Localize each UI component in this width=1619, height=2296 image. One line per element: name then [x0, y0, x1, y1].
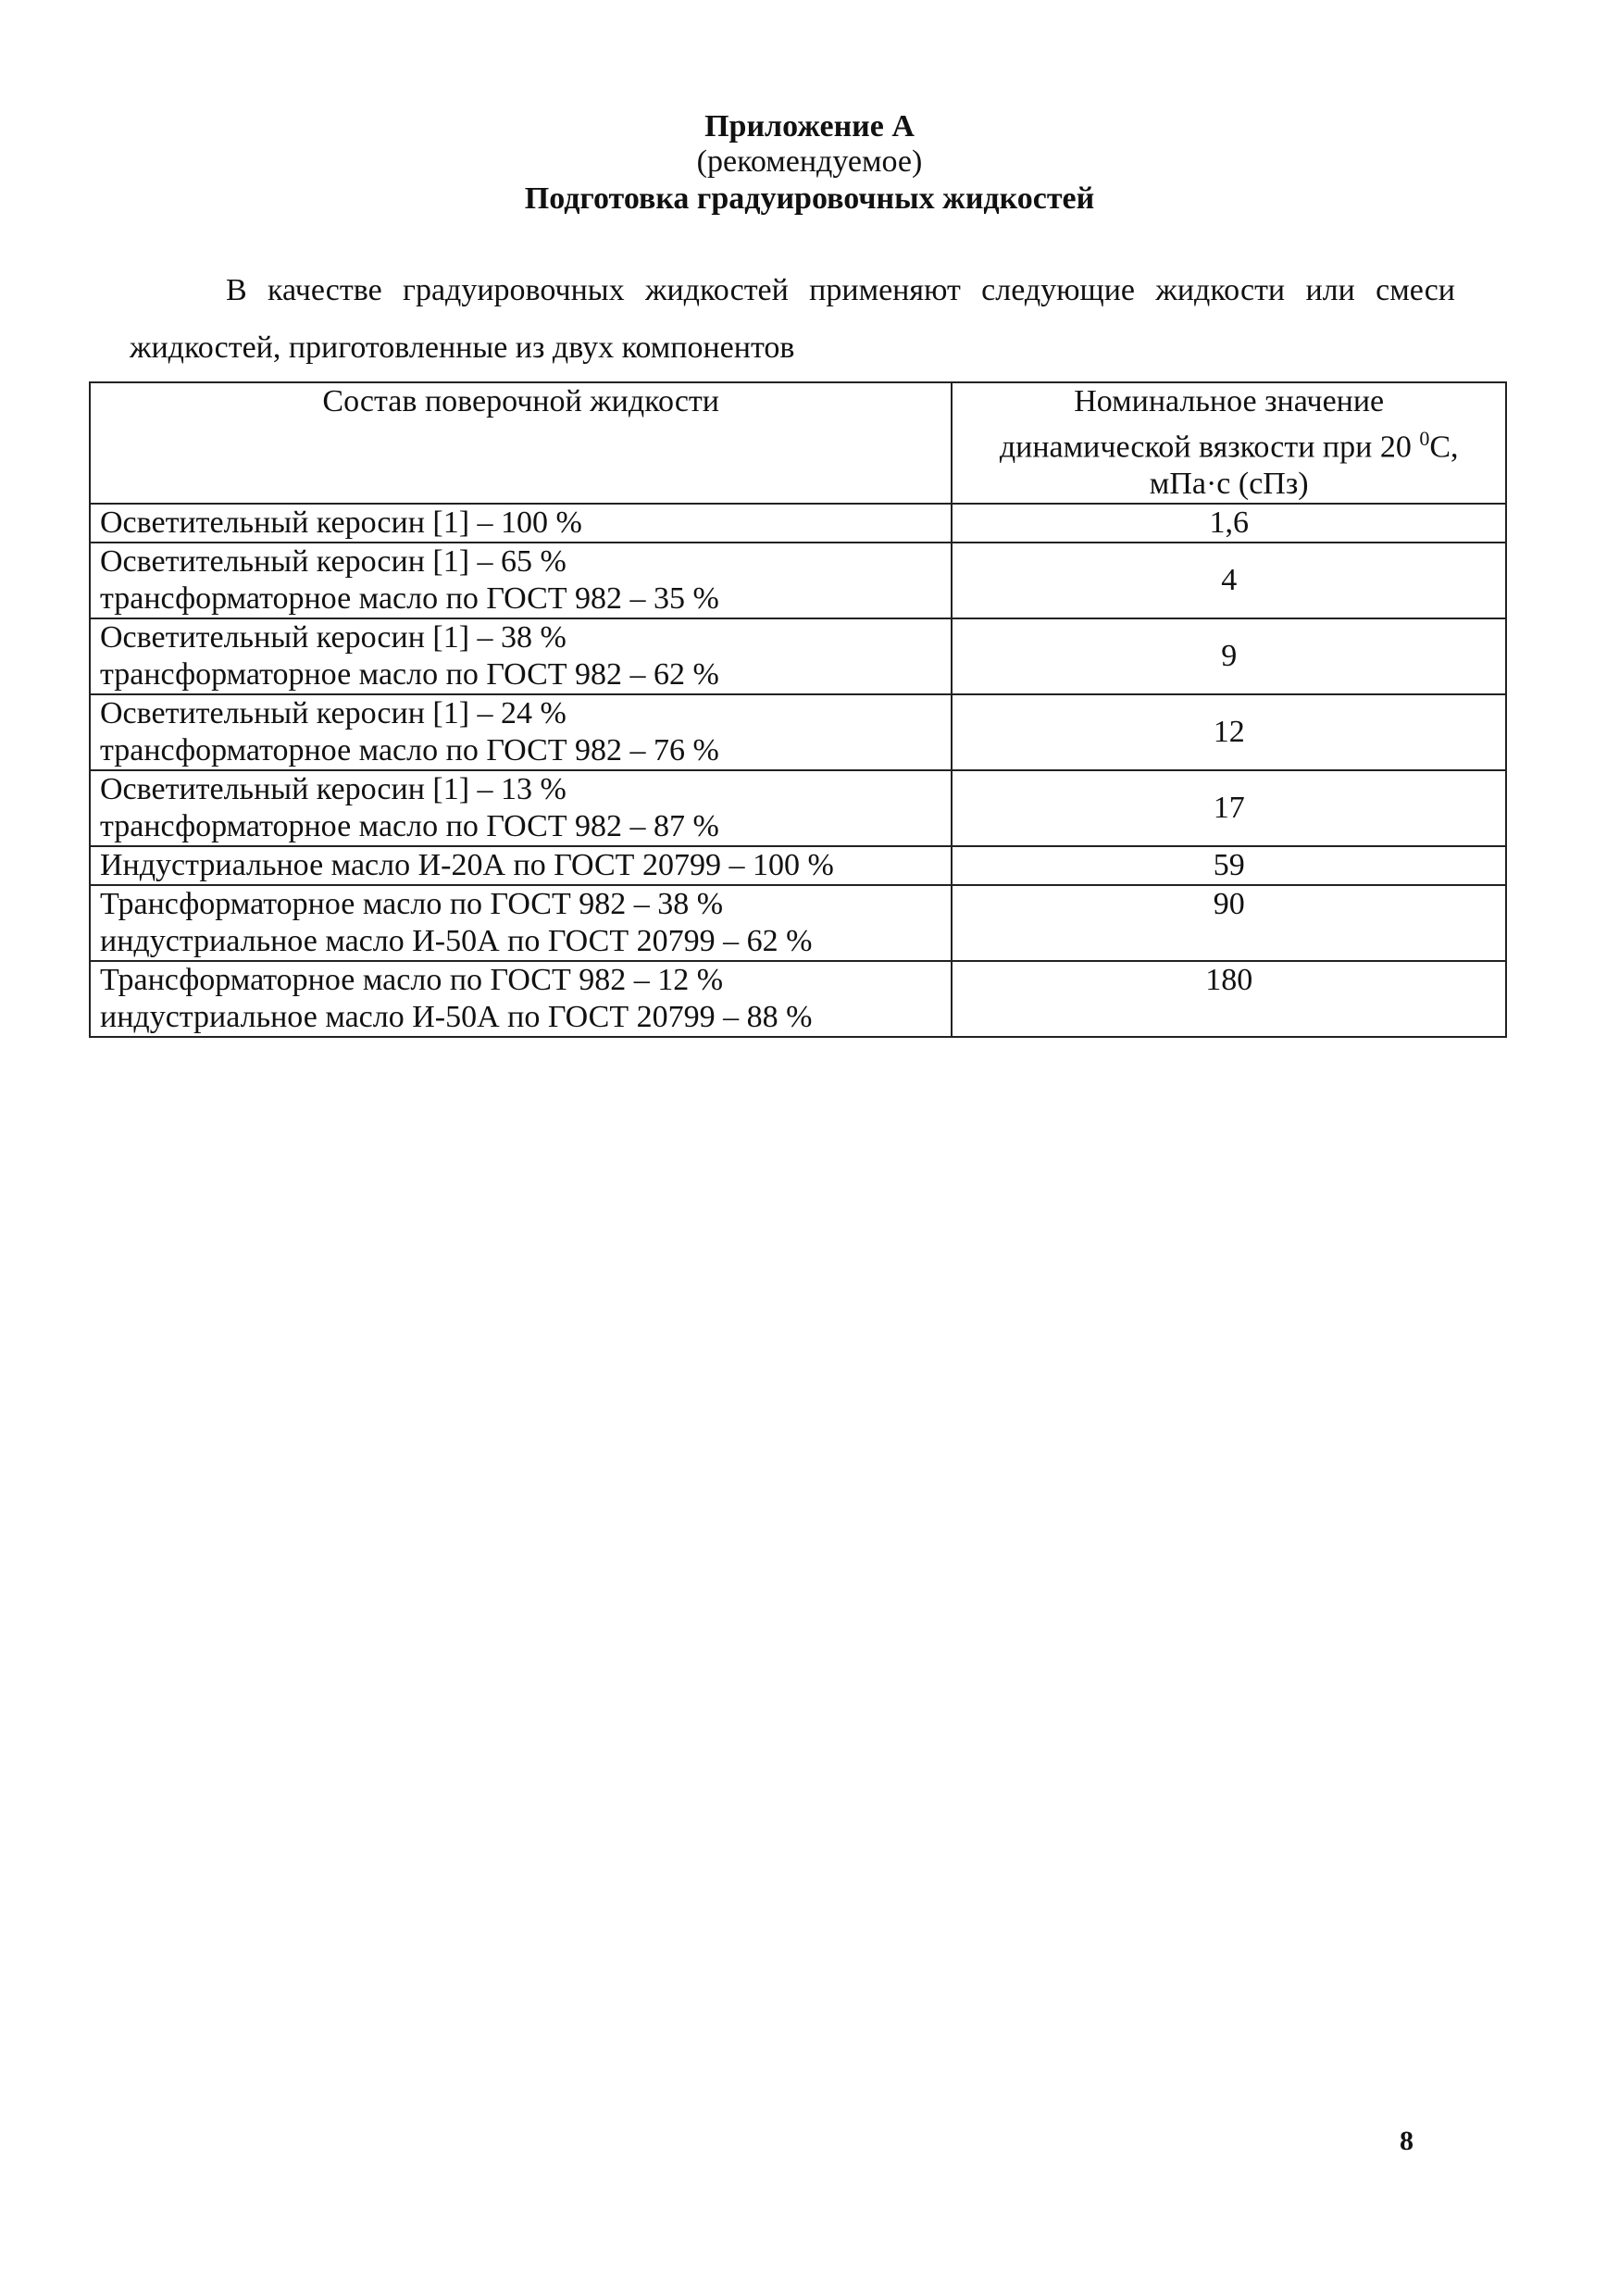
composition-line: индустриальное масло И-50А по ГОСТ 20799 – 88 % — [100, 1000, 813, 1035]
composition-line: Осветительный керосин [1] – 24 % — [100, 696, 567, 731]
header-viscosity-prefix: динамической вязкости при 20 — [999, 430, 1420, 465]
composition-cell — [90, 504, 952, 543]
composition-line: трансформаторное масло по ГОСТ 982 – 35 % — [100, 581, 719, 617]
composition-line: Осветительный керосин [1] – 13 % — [100, 772, 567, 807]
table-row — [90, 543, 1506, 618]
calibration-liquids-table — [89, 381, 1507, 1038]
viscosity-cell: 1,6 — [952, 504, 1506, 543]
table-row — [90, 885, 1506, 961]
viscosity-cell: 17 — [952, 770, 1506, 846]
appendix-title: Приложение А — [704, 109, 915, 144]
composition-cell — [90, 961, 952, 1037]
composition-cell — [90, 543, 952, 618]
viscosity-cell: 12 — [952, 694, 1506, 770]
composition-line: Трансформаторное масло по ГОСТ 982 – 38 % — [100, 887, 724, 922]
degree-mark: 0 — [1419, 427, 1430, 450]
header-viscosity-line2 — [962, 420, 1496, 466]
composition-line: трансформаторное масло по ГОСТ 982 – 76 % — [100, 733, 719, 768]
header-composition: Состав поверочной жидкости — [90, 382, 952, 504]
table-row — [90, 770, 1506, 846]
table-row — [90, 961, 1506, 1037]
viscosity-cell: 90 — [952, 885, 1506, 961]
viscosity-cell: 9 — [952, 618, 1506, 694]
table-row — [90, 504, 1506, 543]
composition-cell — [90, 618, 952, 694]
composition-line: Осветительный керосин [1] – 100 % — [100, 505, 582, 541]
composition-cell — [90, 885, 952, 961]
table-row — [90, 846, 1506, 885]
appendix-heading: Подготовка градуировочных жидкостей — [524, 181, 1095, 216]
viscosity-cell: 180 — [952, 961, 1506, 1037]
table-row — [90, 694, 1506, 770]
header-viscosity — [952, 382, 1506, 504]
header-viscosity-line3: мПа·с (сПз) — [1149, 467, 1309, 502]
viscosity-cell: 4 — [952, 543, 1506, 618]
header-viscosity-unit: С, — [1429, 430, 1459, 465]
composition-line: Осветительный керосин [1] – 38 % — [100, 620, 567, 655]
table-header-row — [90, 382, 1506, 504]
composition-cell — [90, 770, 952, 846]
table-row — [90, 618, 1506, 694]
intro-paragraph: В качестве градуировочных жидкостей применяют следующие жидкости или смеси жидкостей, приготовленные из двух компонентов — [130, 273, 1455, 365]
header-viscosity-line1: Номинальное значение — [1074, 384, 1385, 418]
composition-cell — [90, 694, 952, 770]
composition-line: трансформаторное масло по ГОСТ 982 – 62 % — [100, 657, 719, 693]
composition-cell — [90, 846, 952, 885]
composition-line: Осветительный керосин [1] – 65 % — [100, 544, 567, 580]
page-number: 8 — [1400, 2126, 1414, 2156]
composition-line: Индустриальное масло И-20А по ГОСТ 20799 – 100 % — [100, 848, 834, 883]
composition-line: трансформаторное масло по ГОСТ 982 – 87 % — [100, 809, 719, 844]
appendix-subtitle: (рекомендуемое) — [696, 144, 923, 179]
viscosity-cell: 59 — [952, 846, 1506, 885]
composition-line: Трансформаторное масло по ГОСТ 982 – 12 % — [100, 963, 724, 998]
composition-line: индустриальное масло И-50А по ГОСТ 20799 – 62 % — [100, 924, 813, 959]
